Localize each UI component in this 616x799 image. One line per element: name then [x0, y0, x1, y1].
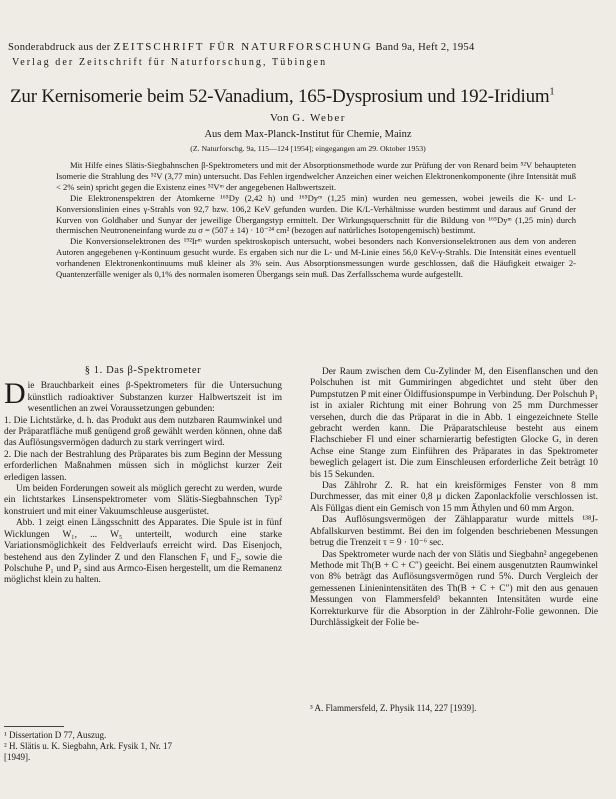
dropcap: D [4, 377, 26, 411]
author-name: G. Weber [292, 112, 346, 124]
footnote-divider [4, 726, 64, 727]
offprint-label: Sonderabdruck aus der [8, 42, 111, 53]
footnote: ¹ Dissertation D 77, Auszug. [4, 730, 107, 740]
requirement-item-1: 1. Die Lichtstärke, d. h. das Produkt aus dem nutzbaren Raumwinkel und der Präparatfläche muß genügend groß gewählt werden können, ohne daß das Auflösungsvermögen dadurch zu stark verringert wird. [4, 415, 282, 449]
author-prefix: Von [270, 112, 290, 124]
abstract-paragraph: Die Elektronenspektren der Atomkerne ¹⁶⁵Dy (2,42 h) und ¹⁶⁵Dyᵐ (1,25 min) wurden neu gemessen, wobei jeweils die K- und L-Konversionslinien eines γ-Strahls von 92,7 bzw. 106,2 KeV gefunden wurden. Die K/L-Verhältnisse wurden bestimmt und daraus auf Grund der Kurven von Goldhaber und Sunyar der jeweilige Übergangstyp ermittelt. Der Wirkungsquerschnitt für die Bildung von ¹⁶⁵Dyᵐ (1,25 min) durch thermischen Neutroneneinfang wurde zu σ = (507 ± 14) · 10⁻²⁴ cm² (bezogen auf natürliches Isotopengemisch) bestimmt. [56, 192, 576, 236]
section-heading: § 1. Das β-Spektrometer [84, 365, 202, 376]
abstract-paragraph: Mit Hilfe eines Slätis-Siegbahnschen β-Spektrometers und mit der Absorptionsmethode wurde zur Prüfung der von Renard beim ⁵²V behaupteten Isomerie die Strahlung des ⁵²V (3,77 min) untersucht. Das Fehlen irgendwelcher Anzeichen einer weichen Elektronenkomponente (ihre Intensität muß < 2% sein) spricht gegen die Existenz eines ⁵²Vᵐ der angegebenen Halbwertszeit. [56, 160, 576, 192]
abstract-paragraph: Die Konversionselektronen des ¹⁹²Irᵐ wurden spektroskopisch untersucht, wobei besonders nach Konversionselektronen aus dem von anderen Autoren angegebenen γ-Kontinuum gesucht wurde. Es ergaben sich nur die L- und M-Linie eines 56,0 KeV-γ-Strahls. Die Intensität eines eventuell vorhandenen Elektronenkontinuums muß kleiner als 3% sein. Aus Absorptionsmessungen wurde geschlossen, daß die Häufigkeit etwaiger 2-Quantenzerfälle weniger als 0,1% des normalen isomeren Übergangs sein muß. Das Zerfallsschema wurde aufgestellt. [56, 236, 576, 280]
requirement-item-2: 2. Die nach der Bestrahlung des Präparates bis zum Beginn der Messung erforderlichen Maßnahmen müssen sich in möglichst kurzer Zeit erledigen lassen. [4, 449, 282, 483]
footnote: ³ A. Flammersfeld, Z. Physik 114, 227 [1939]. [310, 703, 477, 713]
footnote: ² H. Slätis u. K. Siegbahn, Ark. Fysik 1, Nr. 17 [4, 741, 172, 751]
journal-name: ZEITSCHRIFT FÜR NATURFORSCHUNG [113, 41, 373, 53]
title-footnote-mark: 1 [549, 86, 555, 98]
footnote: [1949]. [4, 752, 31, 762]
body-paragraph: Abb. 1 zeigt einen Längsschnitt des Apparates. Die Spule ist in fünf Wicklungen W₁, ... W₅ unterteilt, wodurch eine starke Variationsmöglichkeit des Feldverlaufs erreicht wird. Das Eisenjoch, bestehend aus den Zylinder Z und den Flanschen F₁ und F₂, sowie die Polschuhe P₁ und P₂ sind aus Armco-Eisen hergestellt, um die Remanenz möglichst klein zu halten. [4, 518, 282, 586]
footnotes-left [4, 730, 294, 763]
abstract [56, 160, 576, 280]
body-paragraph: Um beiden Forderungen soweit als möglich gerecht zu werden, wurde ein lichtstarkes Linsenspektrometer vom Slätis-Siegbahnschen Typ² konstruiert und mit einer Vakuumschleuse ausgerüstet. [4, 484, 282, 517]
body-paragraph: Der Raum zwischen dem Cu-Zylinder M, den Eisenflanschen und den Polschuhen ist mit Gummiringen abgedichtet und steht über den Pumpstutzen P mit einer Öldiffusionspumpe in Verbindung. Der Polschuh P₁ ist in axialer Richtung mit einer Bohrung von 25 mm Durchmesser versehen, durch die das Präparat in die in Abb. 1 eingezeichnete Stelle gebracht werden kann. Die Präparatschleuse besteht aus einem Flachschieber Fl und einer scharnierartig befestigten Glocke G, in deren Achse eine Stange zum Einführen des Präparates in das Spektrometer beweglich gelagert ist. Die zum Einschleusen erforderliche Zeit beträgt 10 bis 15 Sekunden. [310, 367, 598, 480]
right-column [310, 367, 598, 629]
body-paragraph: Das Spektrometer wurde nach der von Slätis und Siegbahn² angegebenen Methode mit Th(B + C + C″) geeicht. Bei einem ausgenutzten Raumwinkel von 8% beträgt das Auflösungsvermögen rund 5%. Durch Vergleich der gemessenen Linienintensitäten des Th(B + C + C″) mit den aus genauen Messungen von Flammersfeld³ bekannten Intensitäten wurde eine Korrekturkurve für die Absorption in der Zählrohr-Folie gewonnen. Die Durchlässigkeit der Folie be- [310, 549, 598, 628]
body-paragraph: Das Auflösungsvermögen der Zählapparatur wurde mittels ¹³⁸J-Abfallskurven bestimmt. Bei den im folgenden beschriebenen Messungen betrug die Trenzeit τ = 9 · 10⁻⁶ sec. [310, 515, 598, 549]
affiliation: Aus dem Max-Planck-Institut für Chemie, Mainz [204, 129, 412, 140]
intro-paragraph [4, 377, 282, 415]
author-line [0, 112, 616, 124]
publisher-line: Verlag der Zeitschrift für Naturforschung, Tübingen [12, 57, 328, 68]
footnotes-right [310, 703, 600, 714]
offprint-header [8, 41, 608, 53]
journal-issue: Band 9a, Heft 2, 1954 [375, 42, 475, 53]
body-paragraph: Das Zählrohr Z. R. hat ein kreisförmiges Fenster von 8 mm Durchmesser, das mit einer 0,8 μ dicken Zaponlackfolie verschlossen ist. Als Füllgas dient ein Gemisch von 15 mm Äthylen und 60 mm Argon. [310, 481, 598, 514]
left-column [4, 365, 282, 587]
received-date: (Z. Naturforschg. 9a, 115—124 [1954]; eingegangen am 29. Oktober 1953) [190, 144, 426, 153]
article-title [10, 86, 610, 108]
intro-text: ie Brauchbarkeit eines β-Spektrometers für die Untersuchung künstlich radioaktiver Substanzen kurzer Halbwertszeit ist im wesentlichen an zwei Voraussetzungen gebunden: [27, 381, 282, 415]
article-title-text: Zur Kernisomerie beim 52-Vanadium, 165-Dysprosium und 192-Iridium [10, 86, 550, 107]
